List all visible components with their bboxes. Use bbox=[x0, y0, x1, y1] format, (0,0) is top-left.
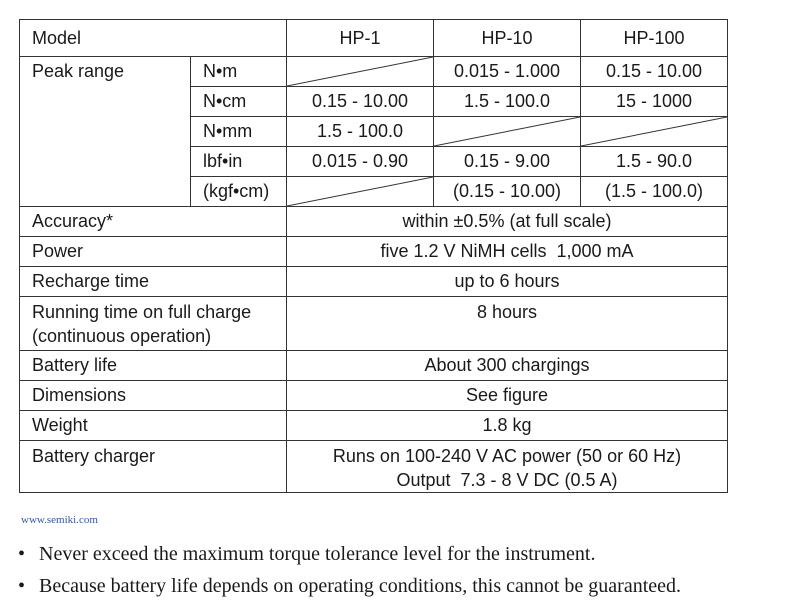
power-value: five 1.2 V NiMH cells 1,000 mA bbox=[287, 237, 728, 267]
running-label-line1: Running time on full charge bbox=[32, 302, 252, 322]
weight-row bbox=[20, 411, 728, 441]
header-row bbox=[20, 20, 728, 57]
range-cell: (1.5 - 100.0) bbox=[581, 177, 728, 207]
power-row bbox=[20, 237, 728, 267]
charger-label: Battery charger bbox=[20, 441, 287, 493]
note-item bbox=[18, 538, 681, 570]
range-cell: 0.15 - 10.00 bbox=[287, 87, 434, 117]
note-text: Never exceed the maximum torque tolerance level for the instrument. bbox=[39, 543, 596, 565]
dimensions-label: Dimensions bbox=[20, 381, 287, 411]
unit-lbfin: lbf•in bbox=[191, 147, 287, 177]
running-row bbox=[20, 297, 728, 351]
weight-value: 1.8 kg bbox=[287, 411, 728, 441]
battery-life-value: About 300 chargings bbox=[287, 351, 728, 381]
charger-value-line1: Runs on 100-240 V AC power (50 or 60 Hz) bbox=[332, 446, 682, 466]
model-hp1: HP-1 bbox=[287, 20, 434, 57]
unit-kgfcm: (kgf•cm) bbox=[191, 177, 287, 207]
charger-row bbox=[20, 441, 728, 493]
battery-life-row bbox=[20, 351, 728, 381]
running-label bbox=[20, 297, 287, 351]
dimensions-row bbox=[20, 381, 728, 411]
unit-ncm: N•cm bbox=[191, 87, 287, 117]
range-cell: (0.15 - 10.00) bbox=[434, 177, 581, 207]
model-hp10: HP-10 bbox=[434, 20, 581, 57]
range-cell: 1.5 - 100.0 bbox=[287, 117, 434, 147]
unit-nmm: N•mm bbox=[191, 117, 287, 147]
na-cell bbox=[287, 177, 434, 207]
na-cell bbox=[434, 117, 581, 147]
weight-label: Weight bbox=[20, 411, 287, 441]
peak-range-row-nm bbox=[20, 57, 728, 87]
recharge-label: Recharge time bbox=[20, 267, 287, 297]
specifications-table bbox=[19, 19, 728, 493]
running-value: 8 hours bbox=[287, 297, 728, 351]
charger-value bbox=[287, 441, 728, 493]
range-cell: 1.5 - 90.0 bbox=[581, 147, 728, 177]
range-cell: 15 - 1000 bbox=[581, 87, 728, 117]
battery-life-label: Battery life bbox=[20, 351, 287, 381]
note-item bbox=[18, 570, 681, 602]
na-cell bbox=[287, 57, 434, 87]
range-cell: 1.5 - 100.0 bbox=[434, 87, 581, 117]
range-cell: 0.015 - 1.000 bbox=[434, 57, 581, 87]
peak-range-label: Peak range bbox=[20, 57, 191, 207]
na-cell bbox=[581, 117, 728, 147]
range-cell: 0.15 - 9.00 bbox=[434, 147, 581, 177]
accuracy-value: within ±0.5% (at full scale) bbox=[287, 207, 728, 237]
website-watermark: www.semiki.com bbox=[21, 514, 98, 526]
power-label: Power bbox=[20, 237, 287, 267]
bullet-icon: • bbox=[18, 575, 26, 597]
note-text: Because battery life depends on operating conditions, this cannot be guaranteed. bbox=[39, 575, 682, 597]
bullet-icon: • bbox=[18, 543, 26, 565]
charger-value-line2: Output 7.3 - 8 V DC (0.5 A) bbox=[396, 470, 618, 490]
recharge-row bbox=[20, 267, 728, 297]
range-cell: 0.15 - 10.00 bbox=[581, 57, 728, 87]
model-hp100: HP-100 bbox=[581, 20, 728, 57]
range-cell: 0.015 - 0.90 bbox=[287, 147, 434, 177]
recharge-value: up to 6 hours bbox=[287, 267, 728, 297]
dimensions-value: See figure bbox=[287, 381, 728, 411]
accuracy-label: Accuracy* bbox=[20, 207, 287, 237]
accuracy-row bbox=[20, 207, 728, 237]
model-label: Model bbox=[20, 20, 287, 57]
unit-nm: N•m bbox=[191, 57, 287, 87]
notes-list bbox=[18, 538, 681, 602]
running-label-line2: (continuous operation) bbox=[32, 326, 212, 346]
